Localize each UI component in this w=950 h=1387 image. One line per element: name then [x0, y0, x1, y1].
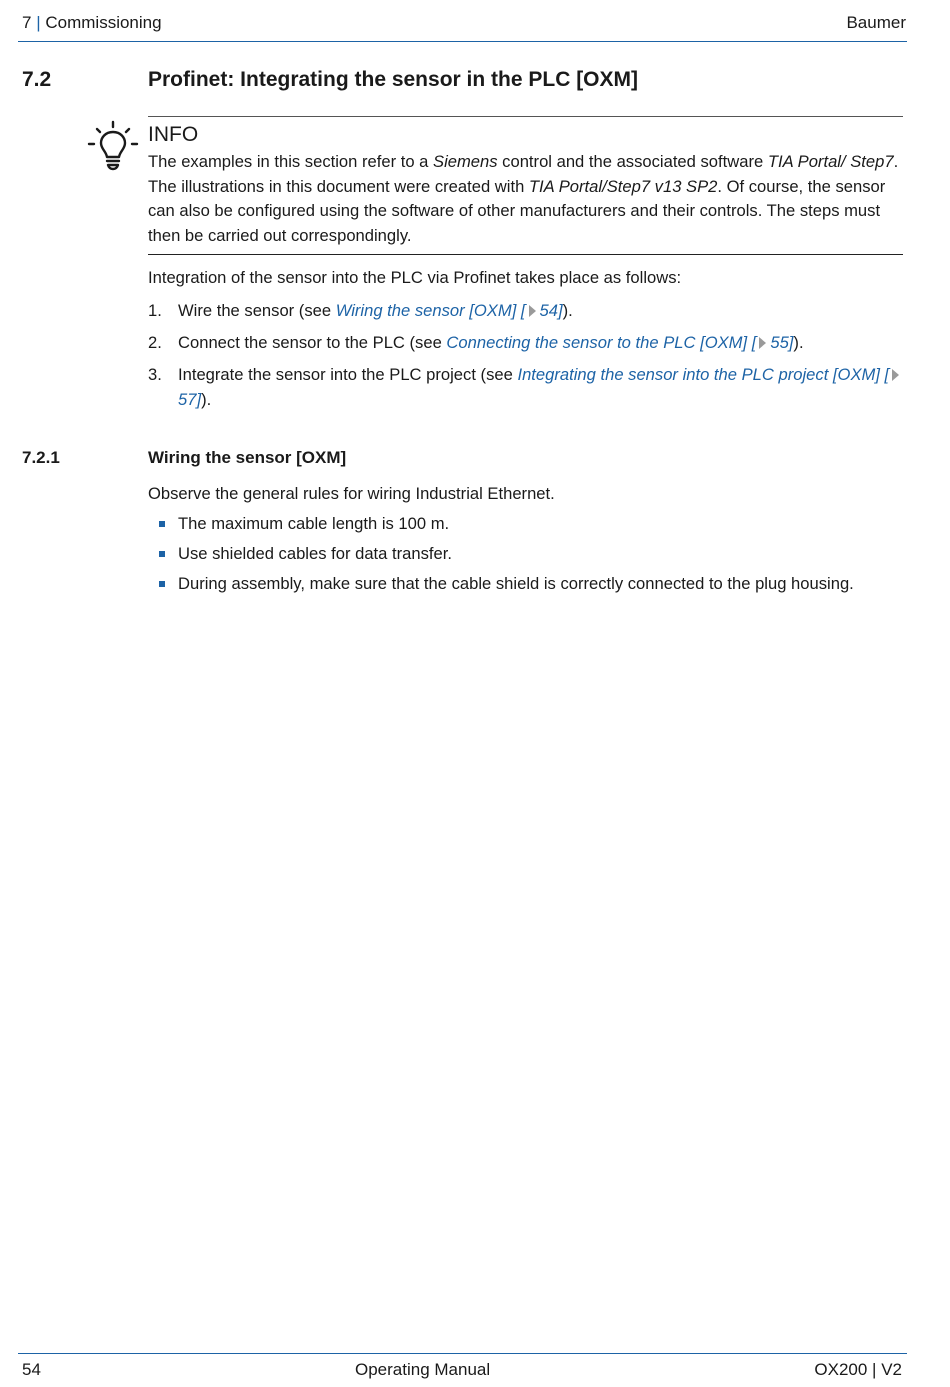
bullet-square-icon: [159, 581, 165, 587]
integration-intro: Integration of the sensor into the PLC via Profinet takes place as follows:: [148, 268, 682, 287]
chapter-title: Commissioning: [45, 13, 162, 32]
step-number: 1.: [148, 301, 162, 320]
page-number: 54: [22, 1360, 41, 1379]
bullet-text: The maximum cable length is 100 m.: [178, 514, 450, 533]
bullet-text: Use shielded cables for data transfer.: [178, 544, 452, 563]
info-title: INFO: [148, 123, 199, 146]
info-text-run: control and the associated software: [497, 152, 768, 171]
info-text-run: . The illustrations in this document were created with: [148, 152, 899, 196]
info-bottom-rule: [148, 254, 903, 255]
subsection-title: Wiring the sensor [OXM]: [148, 448, 347, 467]
step-number: 2.: [148, 333, 162, 352]
bullet-square-icon: [159, 551, 165, 557]
page-arrow-icon: [529, 305, 536, 317]
step-text: Connect the sensor to the PLC (see Connecting the sensor to the PLC [OXM] [ 55]).: [178, 333, 804, 352]
step-item: [148, 331, 906, 356]
step-item: [148, 299, 906, 324]
info-text-run: The examples in this section refer to a: [148, 152, 433, 171]
brand-name: Baumer: [846, 13, 906, 32]
step-link-wiring[interactable]: Wiring the sensor [OXM] [ 54]: [335, 301, 563, 320]
bullet-item: [148, 572, 918, 596]
header-rule: [18, 41, 907, 42]
bullet-item: [148, 542, 918, 566]
step-text: Integrate the sensor into the PLC project (see Integrating the sensor into the PLC project [OXM] [57]).: [178, 363, 906, 412]
info-emphasis: TIA Portal/Step7 v13 SP2: [528, 176, 718, 196]
info-emphasis: Siemens: [433, 152, 498, 171]
bullet-square-icon: [159, 521, 165, 527]
section-number: 7.2: [22, 68, 52, 91]
wiring-intro: Observe the general rules for wiring Industrial Ethernet.: [148, 484, 555, 503]
page-arrow-icon: [759, 337, 766, 349]
product-version: OX200 | V2: [814, 1360, 902, 1379]
bullet-text: During assembly, make sure that the cable shield is correctly connected to the plug housing.: [178, 574, 854, 593]
section-title: Profinet: Integrating the sensor in the PLC [OXM]: [148, 68, 639, 91]
step-link-connecting[interactable]: Connecting the sensor to the PLC [OXM] [ 55]: [446, 333, 794, 352]
info-emphasis: TIA Portal/ Step7: [767, 152, 894, 171]
step-item: [148, 363, 906, 413]
info-body: [148, 150, 906, 249]
step-number: 3.: [148, 365, 162, 384]
subsection-number: 7.2.1: [22, 448, 60, 467]
step-text: Wire the sensor (see Wiring the sensor [OXM] [ 54]).: [178, 301, 573, 320]
lightbulb-icon: [86, 120, 140, 174]
chapter-number: 7: [22, 13, 32, 32]
page-arrow-icon: [892, 369, 899, 381]
header-separator: |: [36, 13, 41, 32]
document-type: Operating Manual: [355, 1360, 491, 1379]
info-text-run: . Of course, the sensor can also be configured using the software of other manufacturers and their controls. The steps must then be carried out correspondingly.: [148, 176, 886, 246]
step-link-integrating[interactable]: Integrating the sensor into the PLC project [OXM] [57]: [178, 365, 903, 409]
footer-rule: [18, 1353, 907, 1354]
info-top-rule: [148, 116, 903, 117]
running-header-chapter: [22, 13, 162, 33]
bullet-item: [148, 512, 918, 536]
